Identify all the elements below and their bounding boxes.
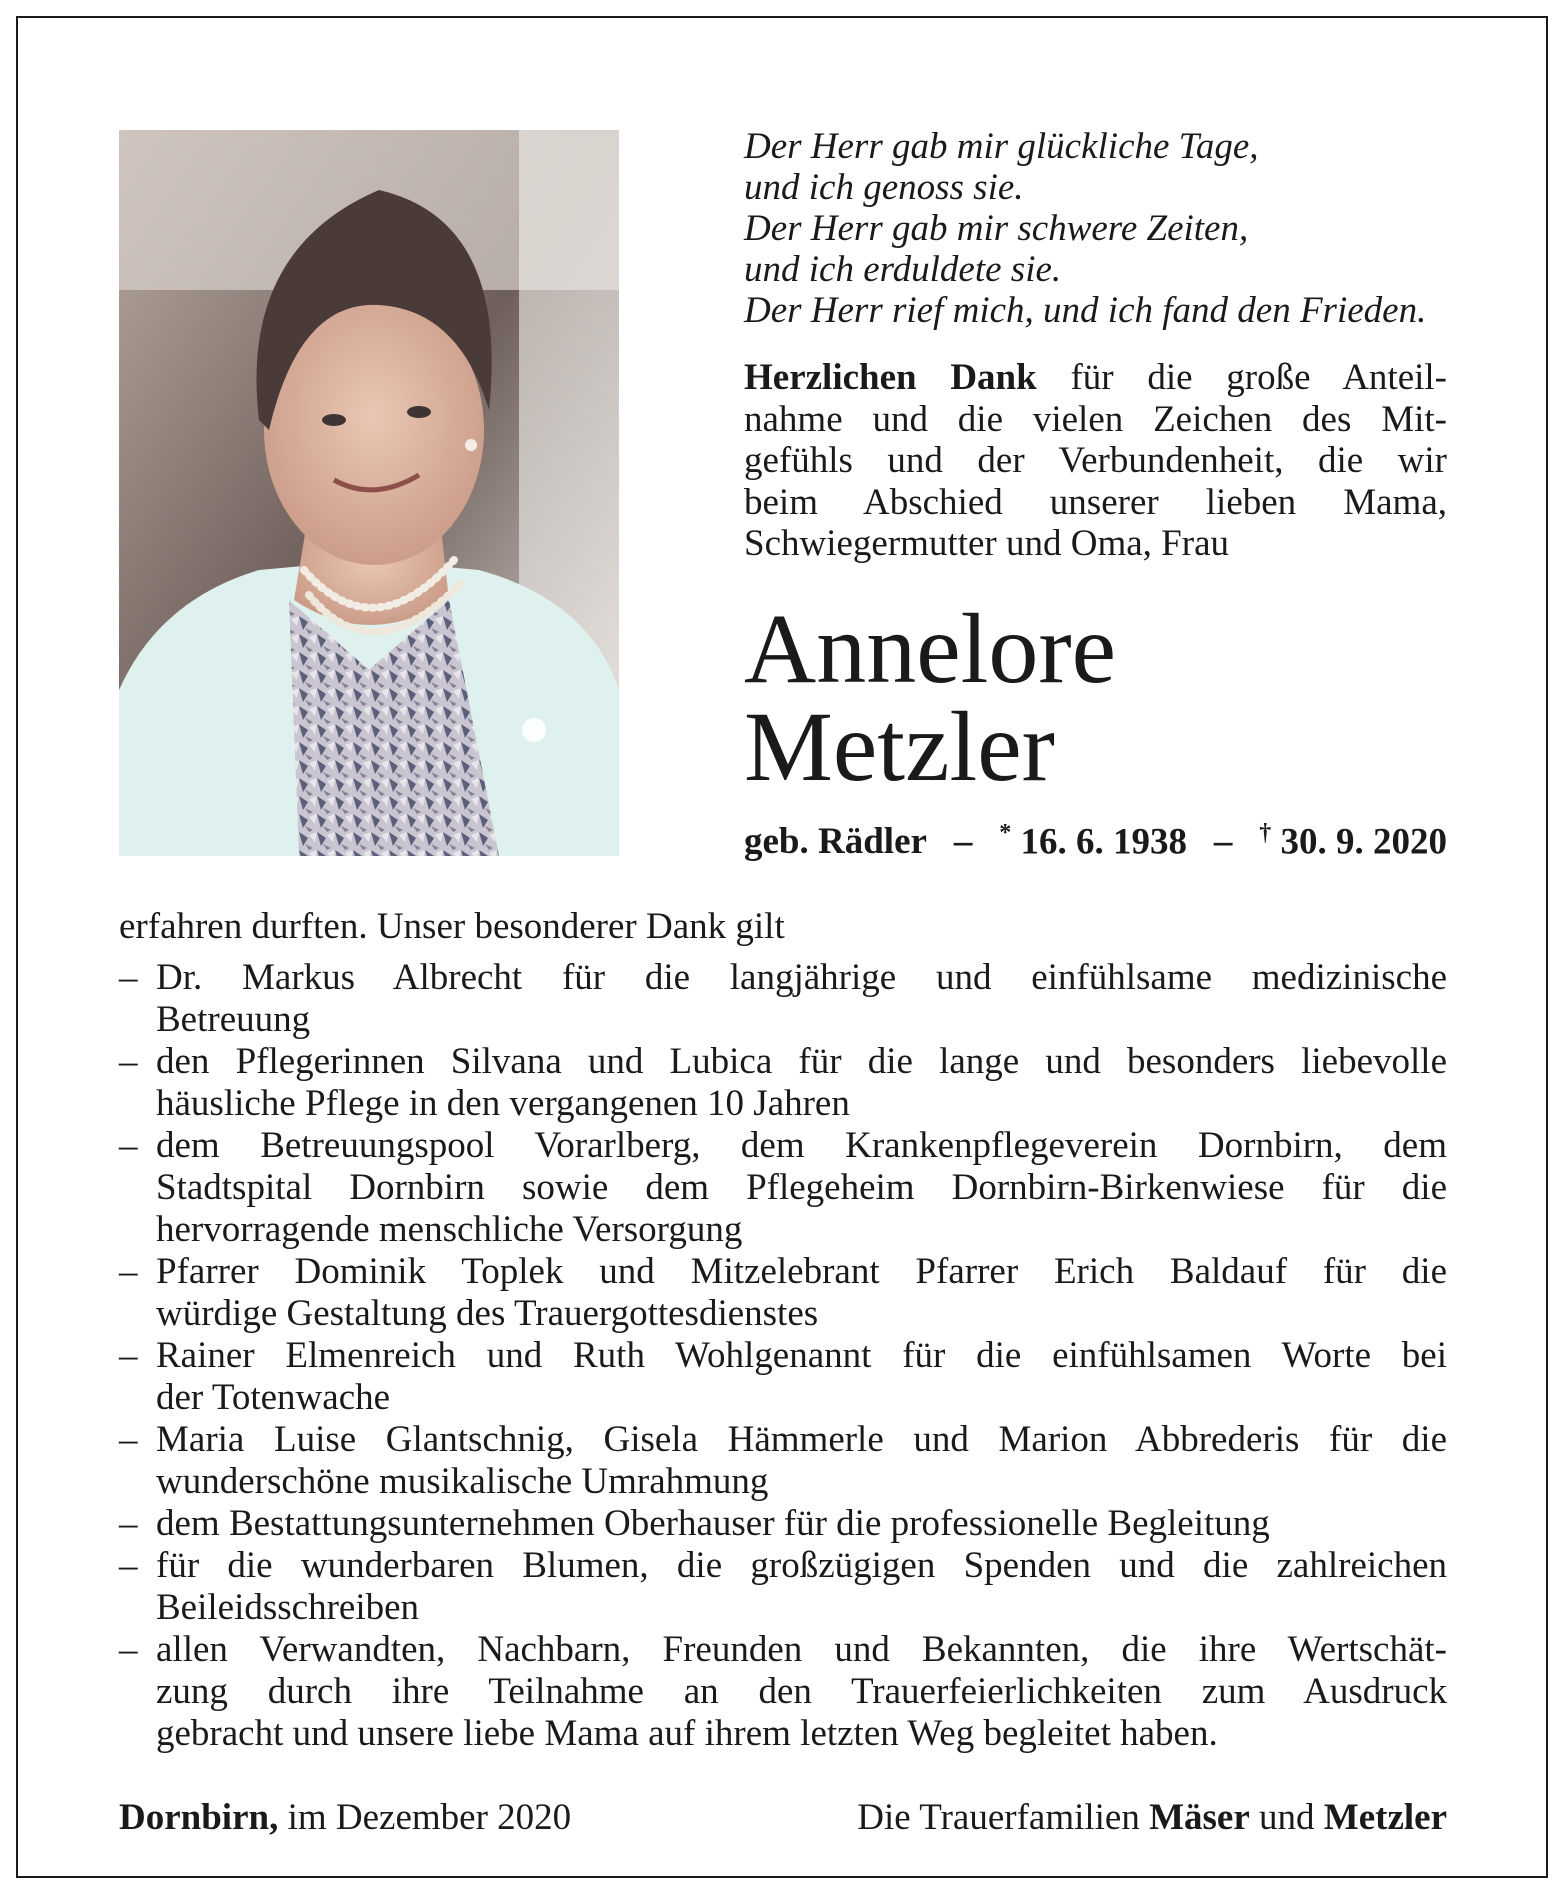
list-item-line: hervorragende menschliche Versorgung <box>156 1209 743 1250</box>
poem-line: Der Herr rief mich, und ich fand den Frieden. <box>744 290 1427 331</box>
list-item-line: für die wunderbaren Blumen, die großzügigen Spenden und die zahlreichen <box>156 1545 1447 1586</box>
list-dash: – <box>119 1503 138 1544</box>
list-item-line: wunderschöne musikalische Umrahmung <box>156 1461 769 1502</box>
thanks-paragraph <box>744 357 1447 565</box>
list-item-line: Beileidsschreiben <box>156 1587 420 1628</box>
thanks-line: nahme und die vielen Zeichen des Mit- <box>744 398 1447 440</box>
list-item-line: der Totenwache <box>156 1377 391 1418</box>
family-metzler: Metzler <box>1323 1797 1447 1838</box>
death-date <box>1259 820 1447 863</box>
thanks-line: gefühls und der Verbundenheit, die wir <box>744 440 1447 481</box>
thanks-list-item <box>119 957 1447 1041</box>
place-date <box>119 1796 571 1839</box>
thanks-heading: Herzlichen Dank <box>744 357 1037 398</box>
list-dash: – <box>119 1335 138 1376</box>
thanks-list-item <box>119 1419 1447 1503</box>
family-maeser: Mäser <box>1149 1797 1250 1838</box>
portrait-photo <box>119 130 619 856</box>
date-separator: – <box>1213 821 1233 862</box>
portrait-illustration <box>119 130 619 856</box>
list-item-line: würdige Gestaltung des Trauergottesdienstes <box>156 1293 819 1334</box>
list-item-line: allen Verwandten, Nachbarn, Freunden und Bekannten, die ihre Wertschät- <box>156 1629 1447 1670</box>
list-dash: – <box>119 1545 138 1586</box>
families-and: und <box>1249 1797 1324 1838</box>
death-date-value: 30. 9. 2020 <box>1280 821 1447 863</box>
poem-line: und ich genoss sie. <box>744 167 1024 208</box>
birth-symbol: * <box>999 820 1012 846</box>
list-dash: – <box>119 1251 138 1292</box>
thanks-line <box>744 357 1447 399</box>
thanks-list-item <box>119 1629 1447 1755</box>
poem <box>744 126 1464 331</box>
thanks-line: beim Abschied unserer lieben Mama, <box>744 481 1447 523</box>
birth-date <box>999 820 1187 863</box>
thanks-list <box>119 957 1447 1755</box>
last-name: Metzler <box>744 691 1055 802</box>
poem-line: Der Herr gab mir glückliche Tage, <box>744 126 1259 167</box>
date: im Dezember 2020 <box>278 1797 572 1838</box>
list-item-line: häusliche Pflege in den vergangenen 10 Jahren <box>156 1083 850 1124</box>
birth-name: geb. Rädler <box>744 821 927 862</box>
poem-line: und ich erduldete sie. <box>744 249 1062 290</box>
list-dash: – <box>119 1419 138 1460</box>
poem-line: Der Herr gab mir schwere Zeiten, <box>744 208 1249 249</box>
list-item-line: Dr. Markus Albrecht für die langjährige und einfühlsame medizinische <box>156 957 1447 998</box>
thanks-intro: erfahren durften. Unser besonderer Dank gilt <box>119 906 785 947</box>
thanks-list-item <box>119 1041 1447 1125</box>
first-name: Annelore <box>744 593 1117 704</box>
deceased-name <box>744 593 1117 802</box>
thanks-list-item <box>119 1335 1447 1419</box>
families-prefix: Die Trauerfamilien <box>857 1797 1150 1838</box>
birth-date-value: 16. 6. 1938 <box>1020 821 1187 863</box>
thanks-line: Schwiegermutter und Oma, Frau <box>744 523 1229 564</box>
list-item-line: den Pflegerinnen Silvana und Lubica für die lange und besonders liebevolle <box>156 1041 1447 1082</box>
date-separator: – <box>953 821 973 862</box>
place: Dornbirn, <box>119 1797 279 1838</box>
thanks-list-item <box>119 1545 1447 1629</box>
list-item-line: Maria Luise Glantschnig, Gisela Hämmerle und Marion Abbrederis für die <box>156 1419 1447 1460</box>
list-dash: – <box>119 1041 138 1082</box>
list-item-line: Betreuung <box>156 999 311 1040</box>
list-item-line: zung durch ihre Teilnahme an den Trauerfeierlichkeiten zum Ausdruck <box>156 1671 1447 1712</box>
thanks-list-item <box>119 1503 1447 1545</box>
list-item-line: gebracht und unsere liebe Mama auf ihrem letzten Weg begleitet haben. <box>156 1713 1218 1754</box>
footer <box>119 1796 1447 1839</box>
list-item-line: dem Betreuungspool Vorarlberg, dem Krankenpflegeverein Dornbirn, dem <box>156 1125 1447 1166</box>
thanks-list-item <box>119 1251 1447 1335</box>
families <box>857 1796 1447 1839</box>
list-item-line: Pfarrer Dominik Toplek und Mitzelebrant Pfarrer Erich Baldauf für die <box>156 1251 1447 1292</box>
list-dash: – <box>119 1125 138 1166</box>
life-dates <box>744 820 1447 863</box>
death-symbol: † <box>1259 820 1272 846</box>
list-dash: – <box>119 1629 138 1670</box>
list-dash: – <box>119 957 138 998</box>
thanks-text: für die große Anteil- <box>1036 357 1447 398</box>
list-item-line: Stadtspital Dornbirn sowie dem Pflegeheim Dornbirn-Birkenwiese für die <box>156 1167 1447 1208</box>
list-item-line: Rainer Elmenreich und Ruth Wohlgenannt für die einfühlsamen Worte bei <box>156 1335 1447 1376</box>
list-item-line: dem Bestattungsunternehmen Oberhauser für die professionelle Begleitung <box>156 1503 1270 1544</box>
thanks-list-item <box>119 1125 1447 1251</box>
